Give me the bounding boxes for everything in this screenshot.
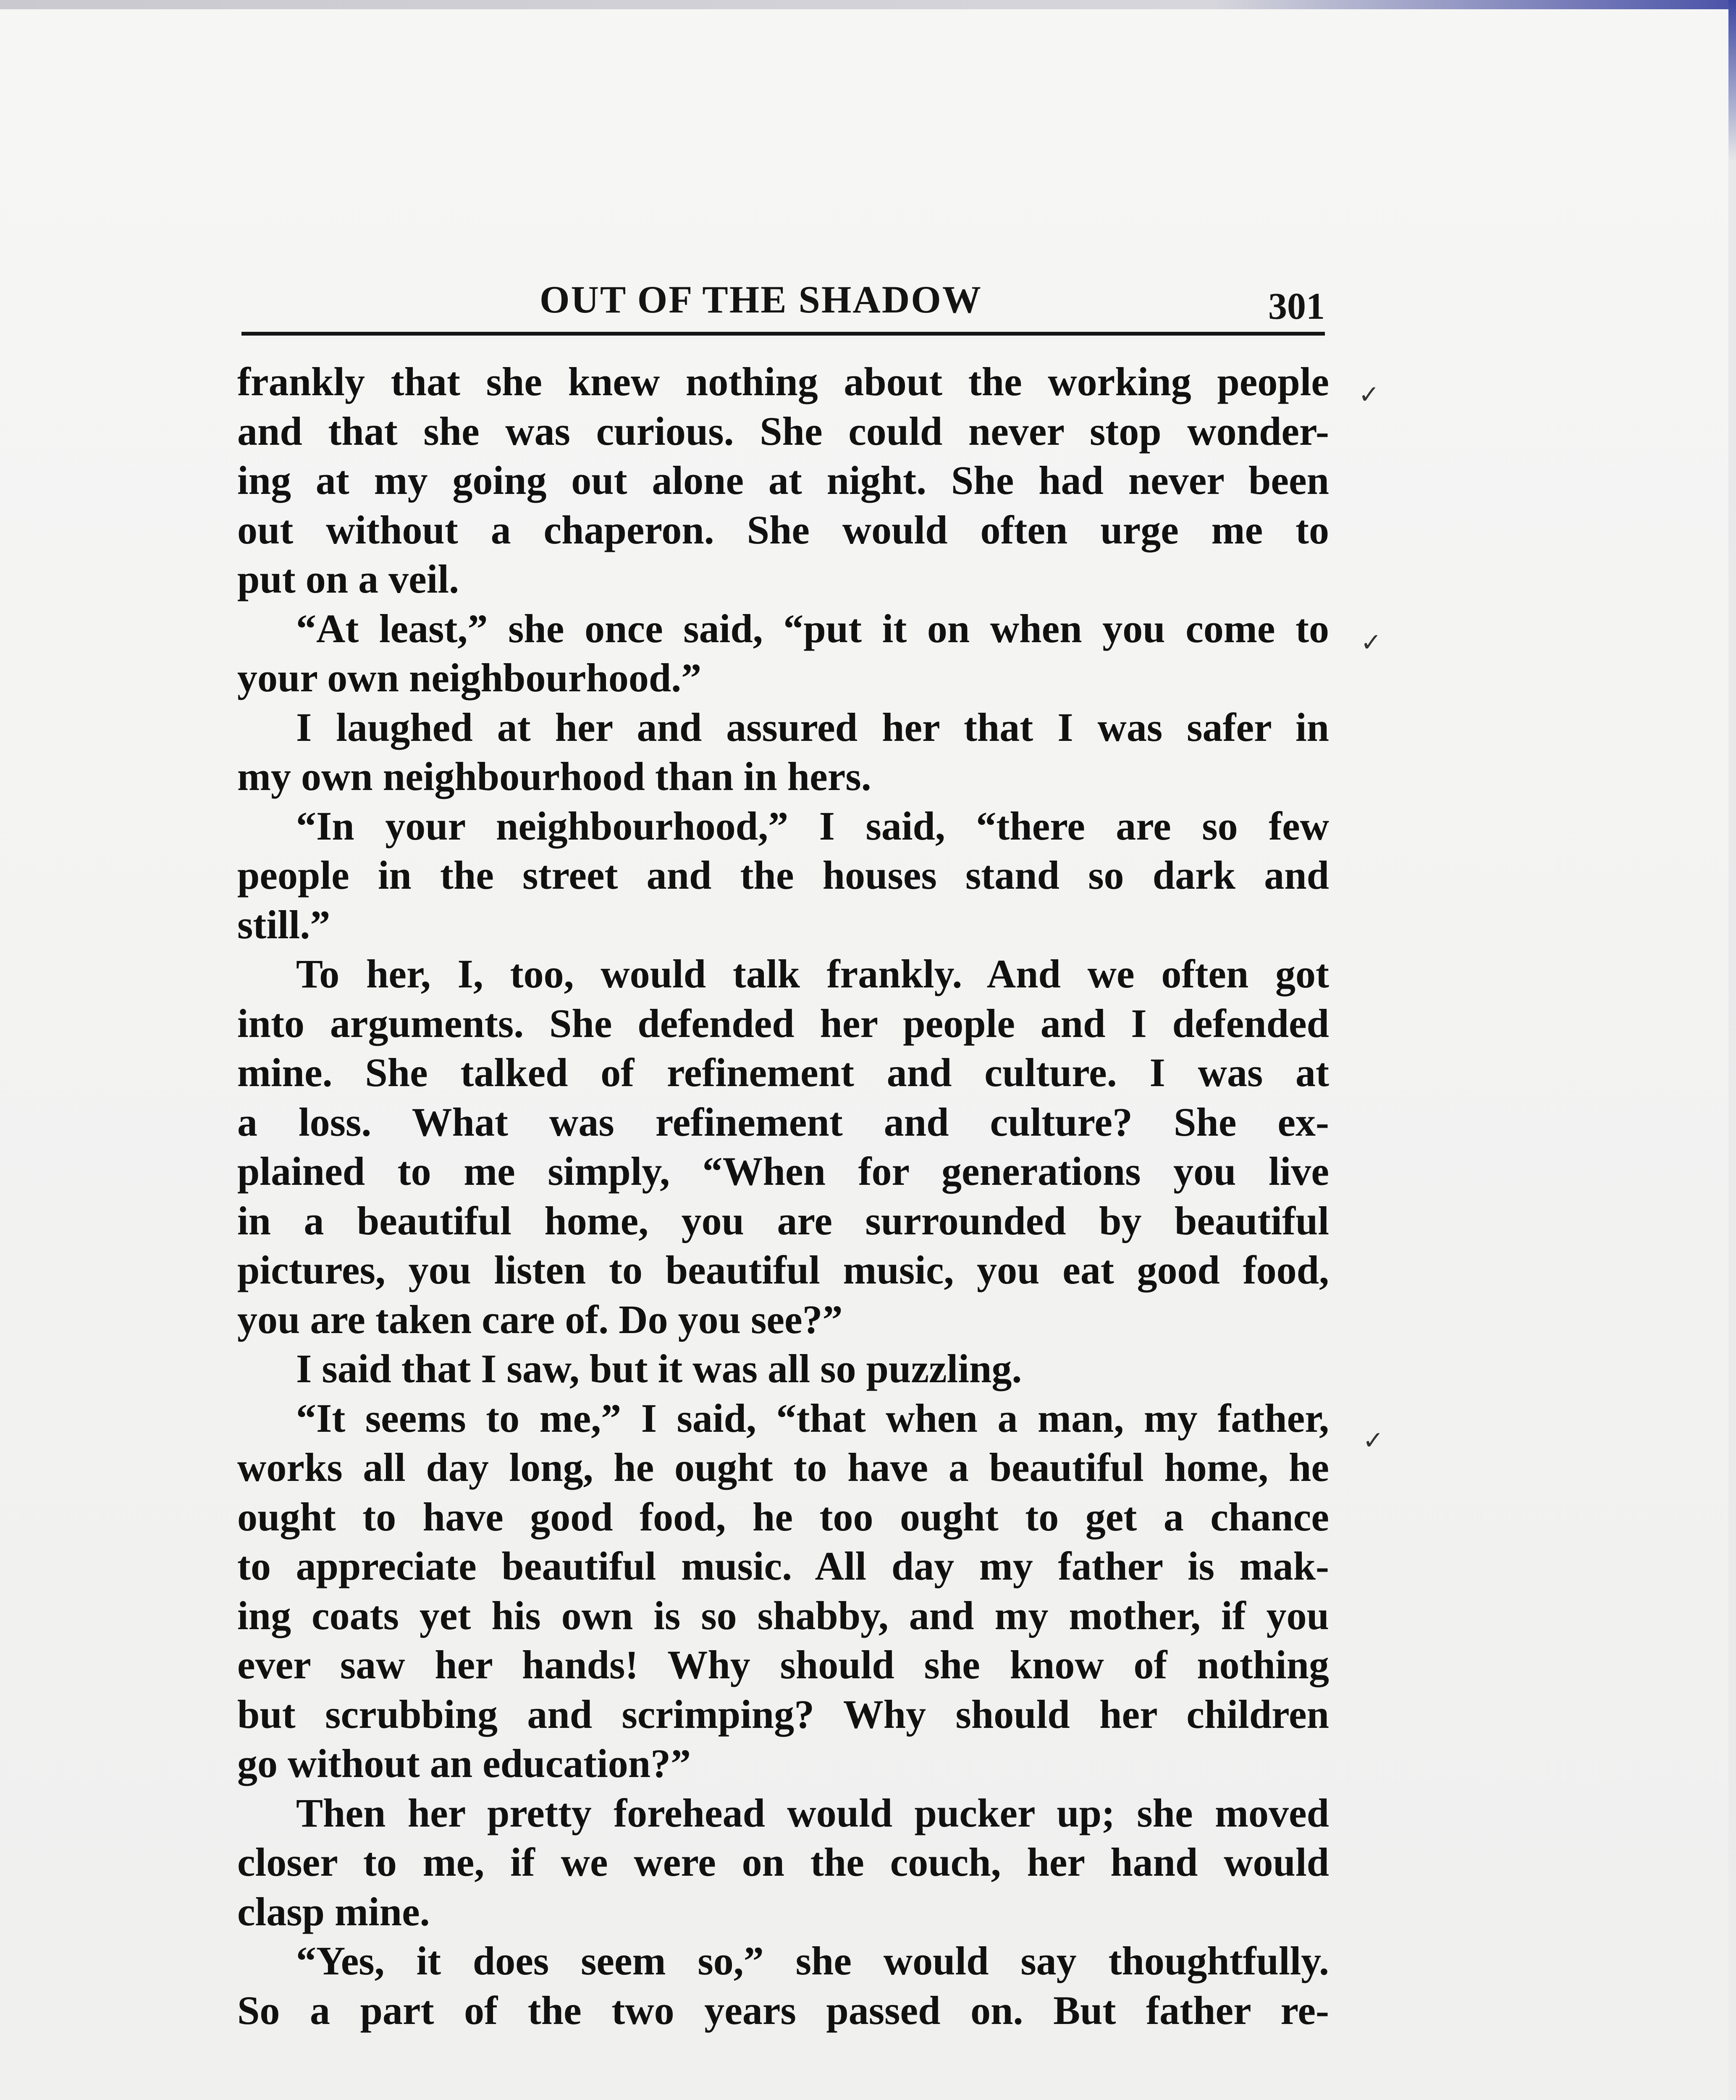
text-line: a loss. What was refinement and culture? She ex- [237, 1099, 1329, 1144]
text-line: “Yes, it does seem so,” she would say thoughtfully. [296, 1938, 1329, 1983]
text-line: in a beautiful home, you are surrounded by beautiful [237, 1198, 1329, 1243]
check-mark-icon: ✓ [1358, 380, 1380, 410]
text-line: go without an education?” [237, 1741, 691, 1786]
check-mark-icon: ✓ [1361, 628, 1382, 657]
text-line: to appreciate beautiful music. All day my father is mak- [237, 1544, 1329, 1588]
text-line: Then her pretty forehead would pucker up; she moved [296, 1790, 1329, 1835]
text-line: “It seems to me,” I said, “that when a man, my father, [296, 1395, 1329, 1441]
text-line: your own neighbourhood.” [237, 655, 702, 700]
text-line: ever saw her hands! Why should she know of nothing [237, 1642, 1329, 1687]
page-top-edge [0, 0, 1736, 9]
check-mark-icon: ✓ [1363, 1426, 1384, 1455]
text-line: works all day long, he ought to have a beautiful home, he [237, 1445, 1329, 1490]
text-line: ing at my going out alone at night. She had never been [237, 458, 1329, 503]
text-line: and that she was curious. She could never stop wonder- [237, 408, 1329, 454]
page-right-edge [1728, 0, 1736, 2100]
text-line: closer to me, if we were on the couch, her hand would [237, 1840, 1329, 1885]
running-head [241, 269, 1325, 336]
text-line: into arguments. She defended her people and I defended [237, 1000, 1329, 1046]
text-line: but scrubbing and scrimping? Why should her children [237, 1691, 1329, 1737]
text-line: still.” [237, 902, 330, 947]
text-line: plained to me simply, “When for generations you live [237, 1149, 1329, 1194]
text-line: you are taken care of. Do you see?” [237, 1297, 843, 1342]
text-line: To her, I, too, would talk frankly. And we often got [296, 951, 1329, 996]
text-line: frankly that she knew nothing about the working people [237, 359, 1329, 404]
text-line: “In your neighbourhood,” I said, “there are so few [296, 803, 1329, 848]
text-line: ought to have good food, he too ought to get a chance [237, 1494, 1329, 1539]
text-line: clasp mine. [237, 1889, 430, 1934]
text-line: my own neighbourhood than in hers. [237, 754, 871, 799]
text-line: put on a veil. [237, 556, 459, 601]
text-line: I said that I saw, but it was all so puzzling. [296, 1346, 1022, 1391]
text-line: “At least,” she once said, “put it on when you come to [296, 606, 1329, 651]
text-line: So a part of the two years passed on. But father re- [237, 1987, 1329, 2033]
text-line: ing coats yet his own is so shabby, and my mother, if you [237, 1593, 1329, 1638]
body-text [237, 357, 1329, 2035]
text-line: pictures, you listen to beautiful music, you eat good food, [237, 1247, 1329, 1292]
text-line: out without a chaperon. She would often urge me to [237, 507, 1329, 552]
text-line: I laughed at her and assured her that I was safer in [296, 704, 1329, 750]
text-line: mine. She talked of refinement and culture. I was at [237, 1050, 1329, 1095]
running-title: OUT OF THE SHADOW [540, 278, 982, 321]
page-number: 301 [1268, 286, 1325, 327]
text-line: people in the street and the houses stand so dark and [237, 853, 1329, 898]
